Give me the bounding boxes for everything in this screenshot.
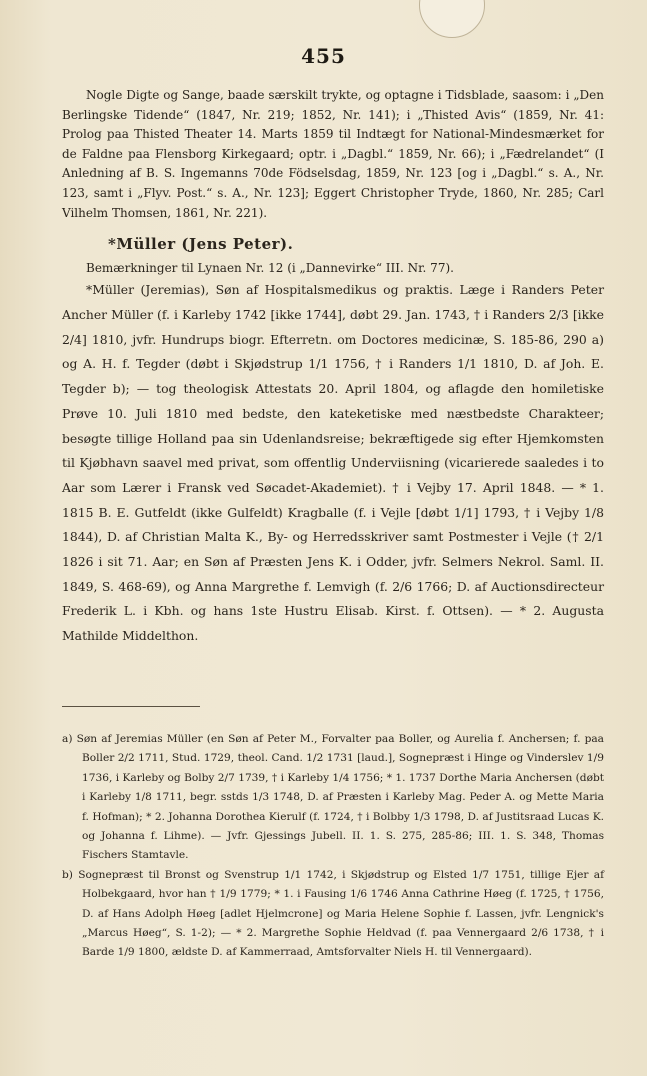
footnotes	[62, 730, 604, 963]
entry-text-jens-peter: Bemærkninger til Lynaen Nr. 12 (i „Dannevirke“ III. Nr. 77).	[86, 260, 454, 275]
footnote-b	[62, 866, 604, 963]
footnote-a	[62, 730, 604, 866]
footnote-label: b)	[62, 868, 73, 881]
page-number: 455	[301, 44, 346, 68]
entry-jeremias-muller: *Müller (Jeremias), Søn af Hospitalsmedikus og praktis. Læge i Randers Peter Ancher Müller (f. i Karleby 1742 [ikke 1744], døbt 29. Jan. 1743, † i Randers 2/3 [ikke 2/4] 1810, jvfr. Hundrups biogr. Efterretn. om Doctores medicinæ, S. 185-86, 290 a) og A. H. f. Tegder (døbt i Skjødstrup 1/1 1756, † i Randers 1/1 1810, D. af Joh. E. Tegder b); — tog theologisk Attestats 20. April 1804, og aflagde den homiletiske Prøve 10. Juli 1810 med bedste, den kateketiske med næstbedste Charakteer; besøgte tillige Holland paa sin Udenlandsreise; bekræftigede sig efter Hjemkomsten til Kjøbhavn saavel med privat, som offentlig Underviisning (vicarierede saaledes i to Aar som Lærer i Fransk ved Søcadet-Akademiet). † i Vejby 17. April 1848. — * 1. 1815 B. E. Gutfeldt (ikke Gulfeldt) Kragballe (f. i Vejle [døbt 1/1] 1793, † i Vejby 1/8 1844), D. af Christian Malta K., By- og Herredsskriver samt Postmester i Vejle († 2/1 1826 i sit 71. Aar; en Søn af Præsten Jens K. i Odder, jvfr. Selmers Nekrol. Saml. II. 1849, S. 468-69), og Anna Margrethe f. Lemvigh (f. 2/6 1766; D. af Auctionsdirecteur Frederik L. i Kbh. og hans 1ste Hustru Elisab. Kirst. f. Ottsen). — * 2. Augusta Mathilde Middelthon.	[62, 282, 604, 644]
footnote-divider	[62, 706, 200, 707]
footnote-text: Søn af Jeremias Müller (en Søn af Peter M., Forvalter paa Boller, og Aurelia f. Anchersen; f. paa Boller 2/2 1711, Stud. 1729, theol. Cand. 1/2 1731 [laud.], Sognepræst i Hinge og Vinderslev 1/9 1736, i Karleby og Bolby 2/7 1739, † i Karleby 1/4 1756; * 1. 1737 Dorthe Maria Anchersen (døbt i Karleby 1/8 1711, begr. sstds 1/3 1748, D. af Præsten i Karleby Mag. Peder A. og Mette Maria f. Hofman); * 2. Johanna Dorothea Kierulf (f. 1724, † i Bolbby 1/3 1798, D. af Justitsraad Lucas K. og Johanna f. Lihme). — Jvfr. Gjessings Jubell. II. 1. S. 275, 285-86; III. 1. S. 348, Thomas Fischers Stamtavle.	[76, 733, 604, 862]
intro-paragraph: Nogle Digte og Sange, baade særskilt trykte, og optagne i Tidsblade, saasom: i „Den Berlingske Tidende“ (1847, Nr. 219; 1852, Nr. 141); i „Thisted Avis“ (1859, Nr. 41: Prolog paa Thisted Theater 14. Marts 1859 til Indtægt for National-Mindesmærket for de Faldne paa Flensborg Kirkegaard; optr. i „Dagbl.“ 1859, Nr. 66); i „Fædrelandet“ (I Anledning af B. S. Ingemanns 70de Födselsdag, 1859, Nr. 123 [og i „Dagbl.“ s. A., Nr. 123, samt i „Flyv. Post.“ s. A., Nr. 123]; Eggert Christopher Tryde, 1860, Nr. 285; Carl Vilhelm Thomsen, 1861, Nr. 221).	[62, 88, 604, 220]
footnote-text: Sognepræst til Bronst og Svenstrup 1/1 1742, i Skjødstrup og Elsted 1/7 1751, tillige Ejer af Holbekgaard, hvor han † 1/9 1779; * 1. i Fausing 1/6 1746 Anna Cathrine Høeg (f. 1725, † 1756, D. af Hans Adolph Høeg [adlet Hjelmcrone] og Maria Helene Sophie f. Lassen, jvfr. Lengnick's „Marcus Høeg“, S. 1-2); — * 2. Margrethe Sophie Heldvad (f. paa Vennergaard 2/6 1738, † i Barde 1/9 1800, ældste D. af Kammerraad, Amtsforvalter Niels H. til Vennergaard).	[78, 868, 605, 959]
footnote-label: a)	[62, 733, 73, 745]
entry-heading-jens-peter: *Müller (Jens Peter).	[108, 235, 294, 254]
main-text	[62, 86, 604, 649]
page-tab-marker	[419, 0, 485, 38]
